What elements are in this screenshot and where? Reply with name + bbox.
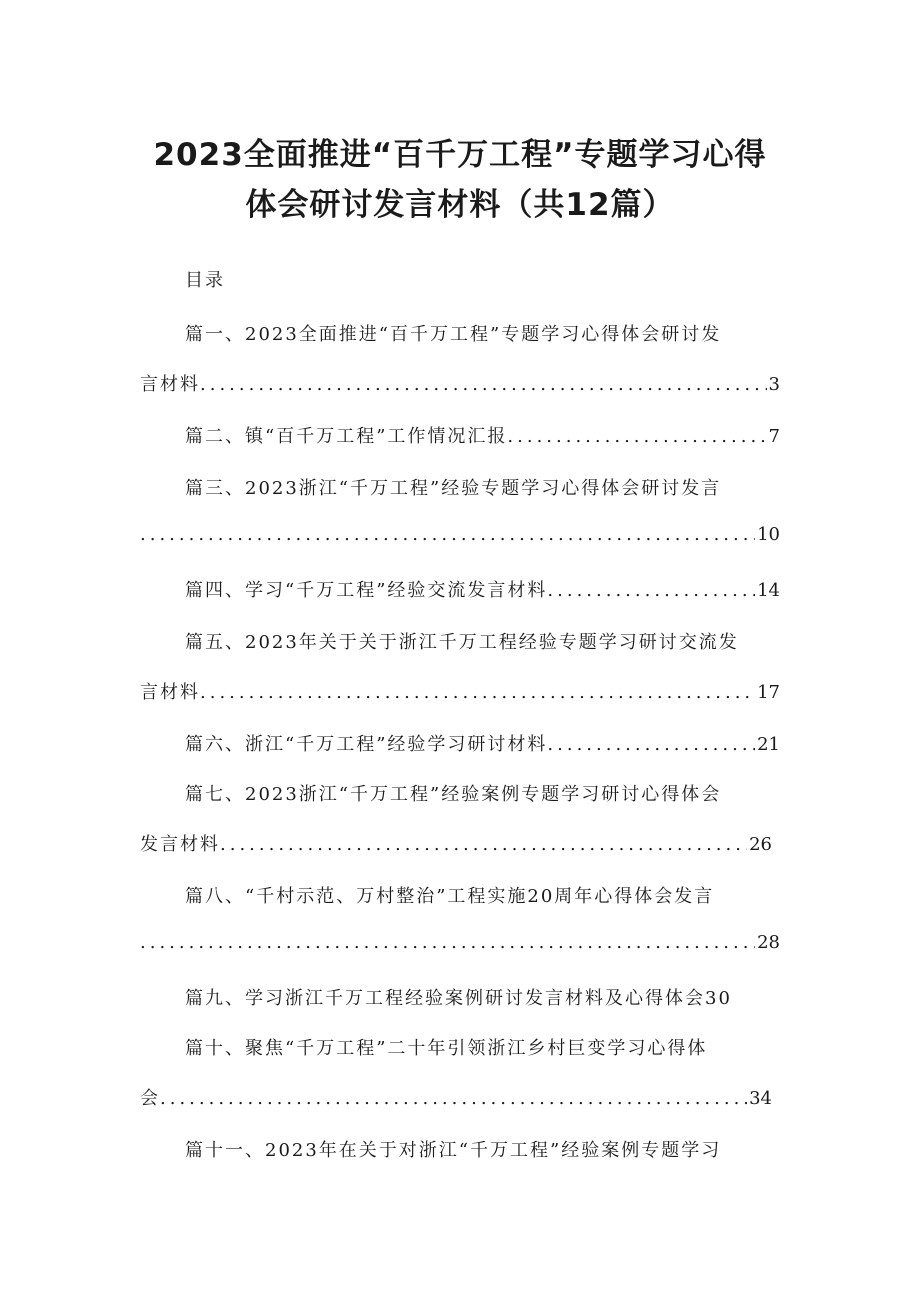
toc-entry-9[interactable]: 篇九、学习浙江千万工程经验案例研讨发言材料及心得体会30 [185,988,732,1009]
toc-entry-2-title: 篇二、镇“百千万工程”工作情况汇报 [185,426,508,447]
toc-entry-1-page: 3 [768,374,780,395]
toc-entry-1-tail: 言材料 [140,374,200,395]
toc-entry-6-title: 篇六、浙江“千万工程”经验学习研讨材料 [185,734,548,755]
document-title-line-2: 体会研讨发言材料（共12篇） [245,187,675,223]
toc-entry-5-page: 17 [757,682,780,703]
toc-entry-7-tail: 发言材料 [140,834,220,855]
dot-leader [220,834,747,855]
toc-entry-6[interactable] [185,730,780,756]
toc-entry-6-page: 21 [757,734,780,755]
document-title-line-1: 2023全面推进“百千万工程”专题学习心得 [153,137,767,173]
toc-entry-1-leader[interactable] [140,370,780,396]
toc-entry-4-title: 篇四、学习“千万工程”经验交流发言材料 [185,580,548,601]
toc-entry-8-page: 28 [757,932,780,953]
toc-entry-7-leader[interactable] [140,830,772,856]
toc-entry-5[interactable]: 篇五、2023年关于关于浙江千万工程经验专题学习研讨交流发 [185,632,739,653]
dot-leader [200,682,755,703]
toc-entry-7[interactable]: 篇七、2023浙江“千万工程”经验案例专题学习研讨心得体会 [185,784,722,805]
toc-entry-11[interactable]: 篇十一、2023年在关于对浙江“千万工程”经验案例专题学习 [185,1140,722,1161]
toc-entry-5-leader[interactable] [140,678,780,704]
toc-entry-10-tail: 会 [140,1088,160,1109]
toc-entry-1[interactable]: 篇一、2023全面推进“百千万工程”专题学习心得体会研讨发 [185,324,722,345]
toc-entry-3-leader[interactable] [140,524,780,545]
toc-entry-3-page: 10 [757,524,780,545]
toc-entry-8[interactable]: 篇八、“千村示范、万村整治”工程实施20周年心得体会发言 [185,886,715,907]
toc-entry-10-page: 34 [749,1088,772,1109]
toc-entry-10[interactable]: 篇十、聚焦“千万工程”二十年引领浙江乡村巨变学习心得体 [185,1038,708,1059]
toc-entry-4-page: 14 [757,580,780,601]
toc-heading: 目录 [185,270,225,291]
dot-leader [200,374,767,395]
dot-leader [140,932,755,953]
toc-entry-3[interactable]: 篇三、2023浙江“千万工程”经验专题学习心得体会研讨发言 [185,478,722,499]
toc-entry-8-leader[interactable] [140,932,780,953]
dot-leader [160,1088,747,1109]
dot-leader [547,580,755,601]
toc-entry-7-page: 26 [749,834,772,855]
toc-entry-10-leader[interactable] [140,1084,772,1110]
dot-leader [507,426,766,447]
dot-leader [547,734,755,755]
toc-entry-2-page: 7 [768,426,780,447]
dot-leader [140,524,755,545]
toc-entry-2[interactable] [185,422,780,448]
toc-entry-5-tail: 言材料 [140,682,200,703]
toc-entry-4[interactable] [185,576,780,602]
